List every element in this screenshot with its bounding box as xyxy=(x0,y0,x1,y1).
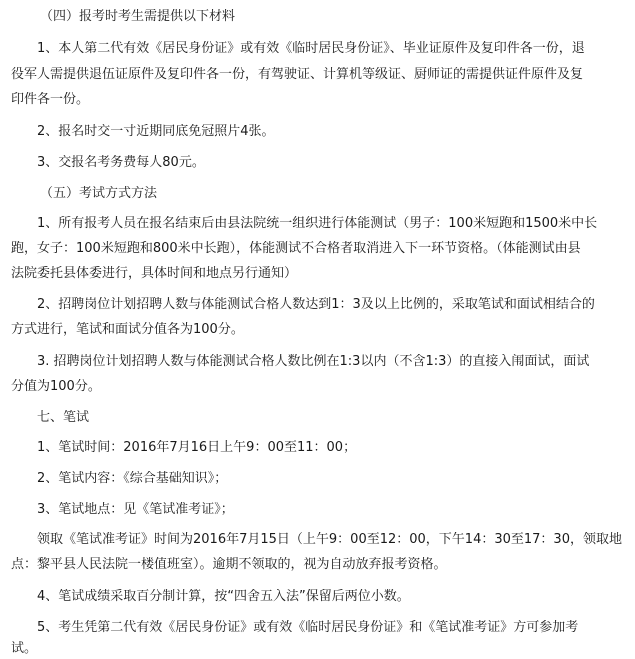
section-7-item-5-line-2: 试。 xyxy=(11,641,38,656)
section-5-heading: （五）考试方式方法 xyxy=(40,186,158,201)
section-7-item-1: 1、笔试时间：2016年7月16日上午9：00至11：00； xyxy=(37,440,357,455)
section-4-item-3: 3、交报名考务费每人80元。 xyxy=(37,155,205,170)
section-7-item-2: 2、笔试内容：《综合基础知识》； xyxy=(37,471,228,486)
section-5-item-3-line-1: 3. 招聘岗位计划招聘人数与体能测试合格人数比例在1:3以内（不含1:3）的直接入闱面试，面试 xyxy=(37,354,590,369)
section-5-item-2-line-2: 方式进行，笔试和面试分值各为100分。 xyxy=(11,322,244,337)
section-7-paragraph-line-2: 点：黎平县人民法院一楼值班室）。逾期不领取的，视为自动放弃报考资格。 xyxy=(11,557,447,572)
section-7-item-4: 4、笔试成绩采取百分制计算，按“四舍五入法”保留后两位小数。 xyxy=(37,589,410,604)
section-7-paragraph-line-1: 领取《笔试准考证》时间为2016年7月15日（上午9：00至12：00，下午14：30至17：30，领取地 xyxy=(37,532,622,547)
section-5-item-1-line-1: 1、所有报考人员在报名结束后由县法院统一组织进行体能测试（男子：100米短跑和1500米中长 xyxy=(37,216,598,231)
section-4-item-1-line-3: 印件各一份。 xyxy=(11,92,90,107)
section-5-item-1-line-3: 法院委托县体委进行，具体时间和地点另行通知） xyxy=(11,266,298,281)
section-5-item-1-line-2: 跑，女子：100米短跑和800米中长跑），体能测试不合格者取消进入下一环节资格。（体能测试由县 xyxy=(11,241,581,256)
section-7-item-3: 3、笔试地点：见《笔试准考证》； xyxy=(37,502,234,517)
section-4-item-1-line-1: 1、本人第二代有效《居民身份证》或有效《临时居民身份证》、毕业证原件及复印件各一份，退 xyxy=(37,41,585,56)
section-7-item-5-line-1: 5、考生凭第二代有效《居民身份证》或有效《临时居民身份证》和《笔试准考证》方可参加考 xyxy=(37,620,579,635)
section-4-item-2: 2、报名时交一寸近期同底免冠照片4张。 xyxy=(37,124,275,139)
section-5-item-2-line-1: 2、招聘岗位计划招聘人数与体能测试合格人数达到1：3及以上比例的，采取笔试和面试相结合的 xyxy=(37,297,595,312)
section-5-item-3-line-2: 分值为100分。 xyxy=(11,379,101,394)
section-4-item-1-line-2: 役军人需提供退伍证原件及复印件各一份，有驾驶证、计算机等级证、厨师证的需提供证件原件及复 xyxy=(11,67,584,82)
section-4-heading: （四）报考时考生需提供以下材料 xyxy=(40,9,236,24)
section-7-heading: 七、笔试 xyxy=(37,410,90,425)
